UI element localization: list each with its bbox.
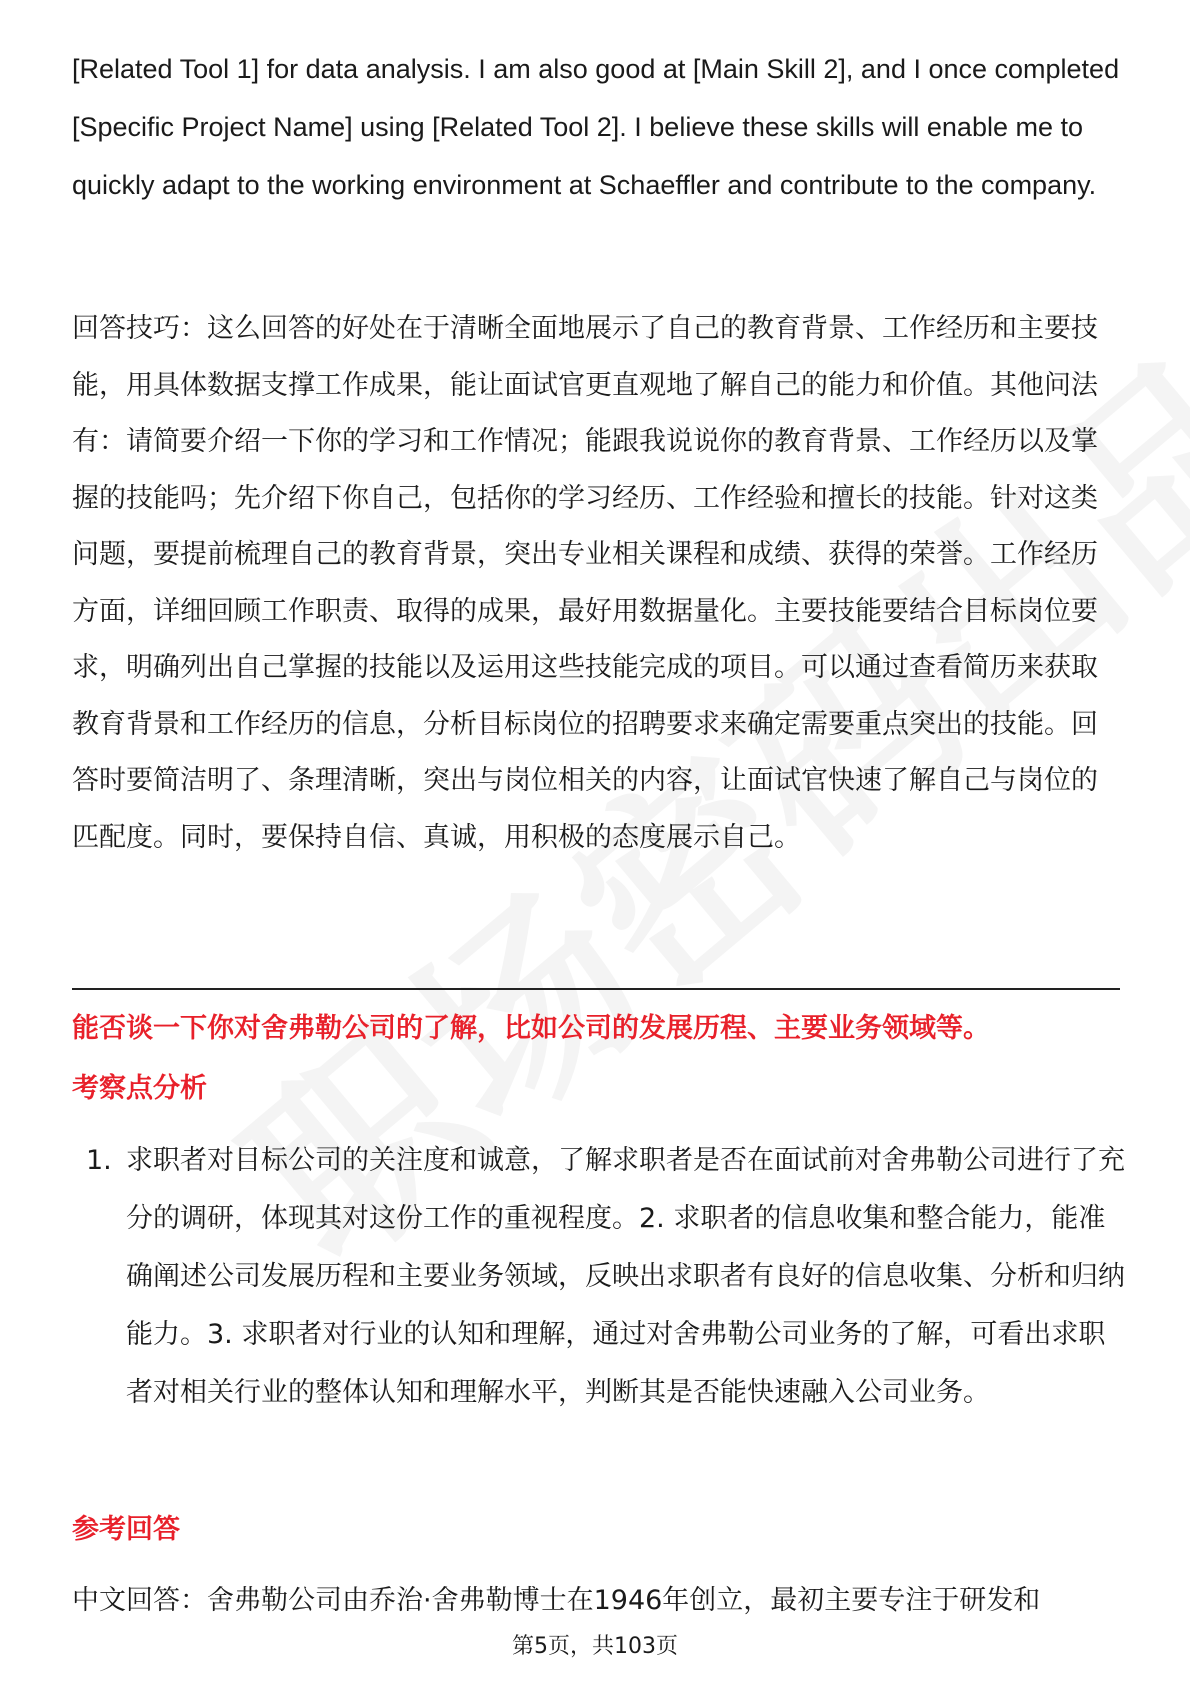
analysis-list-item (86, 1132, 1126, 1422)
chinese-answer-paragraph: 中文回答：舍弗勒公司由乔治·舍弗勒博士在1946年创立，最初主要专注于研发和 (72, 1585, 1041, 1616)
analysis-item-number: 1. (86, 1145, 112, 1176)
page-number: 第5页，共103页 (512, 1634, 678, 1659)
analysis-heading: 考察点分析 (72, 1073, 207, 1104)
section-divider (72, 988, 1120, 990)
analysis-list (86, 1132, 1126, 1422)
reference-answer-heading: 参考回答 (72, 1514, 180, 1545)
interview-question: 能否谈一下你对舍弗勒公司的了解，比如公司的发展历程、主要业务领域等。 (72, 1013, 990, 1044)
english-answer-paragraph: [Related Tool 1] for data analysis. I am also good at [Main Skill 2], and I once completed [Specific Project Name] using [Related Tool 2]. I believe these skills will enable me to quickly adapt to the working environment at Schaeffler and contribute to the company. (72, 54, 1120, 200)
analysis-item-text: 求职者对目标公司的关注度和诚意，了解求职者是否在面试前对舍弗勒公司进行了充分的调研，体现其对这份工作的重视程度。2. 求职者的信息收集和整合能力，能准确阐述公司发展历程和主要业务领域，反映出求职者有良好的信息收集、分析和归纳能力。3. 求职者对行业的认知和理解，通过对舍弗勒公司业务的了解，可看出求职者对相关行业的整体认知和理解水平，判断其是否能快速融入公司业务。 (126, 1145, 1125, 1408)
answer-tips-paragraph: 回答技巧：这么回答的好处在于清晰全面地展示了自己的教育背景、工作经历和主要技能，用具体数据支撑工作成果，能让面试官更直观地了解自己的能力和价值。其他问法有：请简要介绍一下你的学习和工作情况；能跟我说说你的教育背景、工作经历以及掌握的技能吗；先介绍下你自己，包括你的学习经历、工作经验和擅长的技能。针对这类问题，要提前梳理自己的教育背景，突出专业相关课程和成绩、获得的荣誉。工作经历方面，详细回顾工作职责、取得的成果，最好用数据量化。主要技能要结合目标岗位要求，明确列出自己掌握的技能以及运用这些技能完成的项目。可以通过查看简历来获取教育背景和工作经历的信息，分析目标岗位的招聘要求来确定需要重点突出的技能。回答时要简洁明了、条理清晰，突出与岗位相关的内容，让面试官快速了解自己与岗位的匹配度。同时，要保持自信、真诚，用积极的态度展示自己。 (72, 313, 1098, 853)
